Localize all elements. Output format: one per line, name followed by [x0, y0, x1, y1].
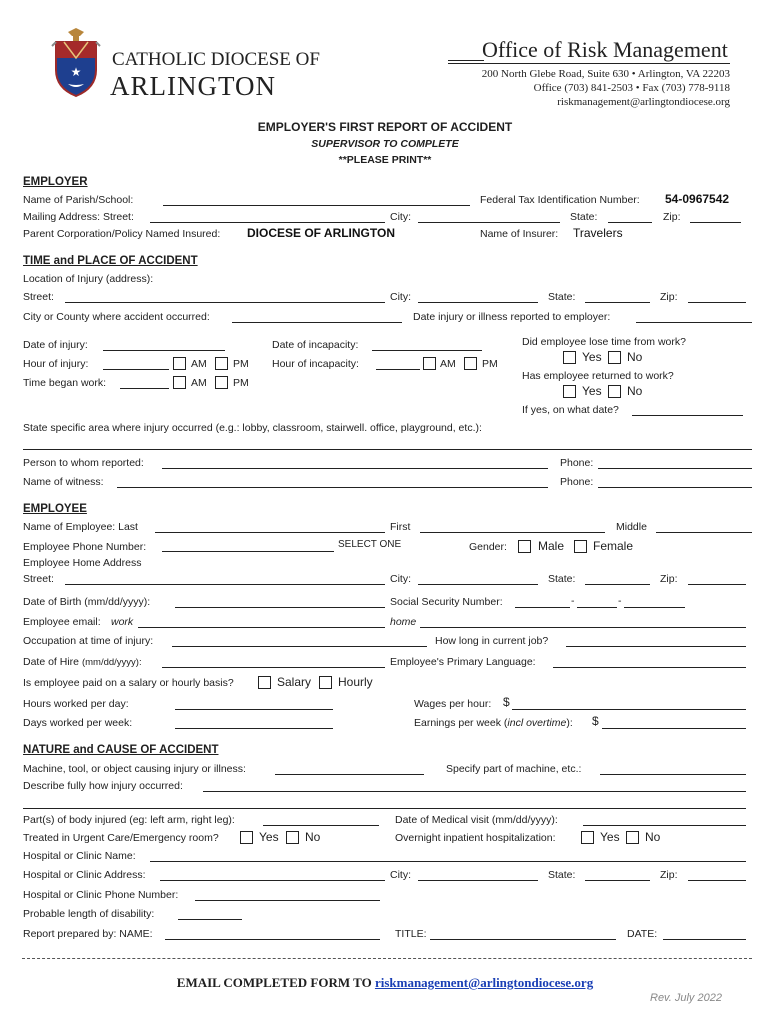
gender-female-checkbox[interactable] [574, 540, 587, 553]
time-began-am-label: AM [191, 377, 207, 389]
hospital-city-field[interactable] [418, 880, 538, 881]
hour-injury-am-label: AM [191, 358, 207, 370]
specify-label: Specify part of machine, etc.: [446, 763, 582, 775]
ssn-dash-2: - [618, 595, 622, 607]
date-incapacity-field[interactable] [372, 350, 482, 351]
mailing-zip-label: Zip: [663, 211, 681, 223]
lose-time-label: Did employee lose time from work? [522, 336, 686, 348]
returned-yes-checkbox[interactable] [563, 385, 576, 398]
prepared-title-field[interactable] [430, 939, 616, 940]
hire-date-format: (mm/dd/yyyy): [81, 657, 142, 668]
urgent-care-no-checkbox[interactable] [286, 831, 299, 844]
reported-to-phone-label: Phone: [560, 457, 594, 469]
hours-per-day-field[interactable] [175, 709, 333, 710]
employee-last-field[interactable] [155, 532, 385, 533]
time-began-field[interactable] [120, 388, 169, 389]
date-injury-label: Date of injury: [23, 339, 88, 351]
disability-field[interactable] [178, 919, 242, 920]
tax-id-value: 54-0967542 [665, 192, 730, 206]
returned-no-label: No [627, 384, 643, 398]
email-home-label: home [390, 616, 417, 628]
lose-time-yes-label: Yes [582, 350, 602, 364]
area-label: State specific area where injury occurred (e.g.: lobby, classroom, stairwell. office, playground, etc.): [23, 422, 482, 434]
email-label: Employee email: [23, 616, 101, 628]
prepared-by-label: Report prepared by: NAME: [23, 928, 153, 940]
salary-label: Salary [277, 675, 312, 689]
lose-time-no-label: No [627, 350, 643, 364]
home-street-field[interactable] [65, 584, 385, 585]
urgent-care-yes-label: Yes [259, 830, 279, 844]
hospital-address-field[interactable] [160, 880, 385, 881]
hour-incapacity-label: Hour of incapacity: [272, 358, 359, 370]
date-incapacity-label: Date of incapacity: [272, 339, 359, 351]
office-title: Office of Risk Management [482, 37, 728, 62]
gender-male-label: Male [538, 539, 565, 553]
hospital-state-label: State: [548, 869, 576, 881]
employee-first-label: First [390, 521, 411, 533]
earnings-dollar: $ [592, 714, 599, 728]
lose-time-no-checkbox[interactable] [608, 351, 621, 364]
gender-label: Gender: [469, 541, 507, 553]
earnings-label-end: ): [566, 717, 573, 729]
injury-state-label: State: [548, 291, 576, 303]
county-label: City or County where accident occurred: [23, 311, 210, 323]
parent-corp-value: DIOCESE OF ARLINGTON [247, 226, 396, 240]
wages-field[interactable] [512, 709, 746, 710]
time-place-heading: TIME and PLACE OF ACCIDENT [23, 255, 198, 267]
time-began-am-checkbox[interactable] [173, 376, 186, 389]
mailing-city-field[interactable] [418, 222, 560, 223]
hospital-phone-label: Hospital or Clinic Phone Number: [23, 889, 179, 901]
prepared-title-label: TITLE: [395, 928, 427, 940]
hour-injury-label: Hour of injury: [23, 358, 89, 370]
footer-email-line [0, 975, 770, 990]
footer-email-link[interactable]: riskmanagement@arlingtondiocese.org [374, 975, 594, 990]
select-one-dropdown[interactable]: SELECT ONE [338, 539, 402, 550]
home-address-label: Employee Home Address [23, 557, 142, 569]
home-city-label: City: [390, 573, 411, 585]
describe-field-2[interactable] [23, 808, 746, 809]
injury-street-label: Street: [23, 291, 54, 303]
hourly-label: Hourly [338, 675, 373, 689]
hospital-phone-field[interactable] [195, 900, 380, 901]
injury-city-field[interactable] [418, 302, 538, 303]
office-title-rule [448, 60, 484, 61]
mailing-city-label: City: [390, 211, 411, 223]
diocese-seal-logo [50, 28, 102, 98]
time-began-pm-label: PM [233, 377, 249, 389]
what-date-field[interactable] [632, 415, 743, 416]
email-work-label: work [111, 616, 134, 628]
time-began-label: Time began work: [23, 377, 107, 389]
footer-email-prefix: EMAIL COMPLETED FORM TO [176, 975, 372, 990]
mailing-state-field[interactable] [608, 222, 652, 223]
office-address: 200 North Glebe Road, Suite 630 • Arlington, VA 22203 [481, 68, 730, 80]
parish-name-label: Name of Parish/School: [23, 194, 134, 206]
email-home-field[interactable] [420, 627, 746, 628]
home-city-field[interactable] [418, 584, 538, 585]
earnings-field[interactable] [602, 728, 746, 729]
hour-injury-field[interactable] [103, 369, 169, 370]
hour-incapacity-pm-label: PM [482, 358, 498, 370]
office-phones: Office (703) 841-2503 • Fax (703) 778-9118 [533, 82, 730, 94]
hospital-address-label: Hospital or Clinic Address: [23, 869, 146, 881]
email-work-field[interactable] [138, 627, 385, 628]
org-name-line1: CATHOLIC DIOCESE OF [112, 49, 320, 70]
dob-field[interactable] [175, 607, 385, 608]
language-field[interactable] [553, 667, 746, 668]
hire-date-label-text: Date of Hire [23, 656, 80, 668]
hospital-name-field[interactable] [150, 861, 746, 862]
injury-city-label: City: [390, 291, 411, 303]
parish-name-field[interactable] [163, 205, 470, 206]
what-date-label: If yes, on what date? [522, 404, 619, 416]
how-long-field[interactable] [566, 646, 746, 647]
parent-corp-label: Parent Corporation/Policy Named Insured: [23, 228, 221, 240]
overnight-yes-label: Yes [600, 830, 620, 844]
revision-date: Rev. July 2022 [650, 992, 722, 1004]
days-per-week-label: Days worked per week: [23, 717, 133, 729]
hour-incapacity-am-label: AM [440, 358, 456, 370]
specify-field[interactable] [600, 774, 746, 775]
gender-female-label: Female [593, 539, 634, 553]
hire-date-field[interactable] [162, 667, 385, 668]
hours-per-day-label: Hours worked per day: [23, 698, 129, 710]
prepared-date-label: DATE: [627, 928, 658, 940]
reported-to-field[interactable] [162, 468, 548, 469]
dob-label: Date of Birth (mm/dd/yyyy): [23, 596, 151, 608]
overnight-yes-checkbox[interactable] [581, 831, 594, 844]
mailing-zip-field[interactable] [690, 222, 741, 223]
earnings-label [414, 717, 573, 730]
employee-middle-field[interactable] [656, 532, 752, 533]
print-note: **PLEASE PRINT** [338, 154, 432, 166]
hour-incapacity-am-checkbox[interactable] [423, 357, 436, 370]
employee-last-label: Name of Employee: Last [23, 521, 138, 533]
medical-visit-label: Date of Medical visit (mm/dd/yyyy): [395, 814, 558, 826]
employee-first-field[interactable] [420, 532, 605, 533]
area-field[interactable] [23, 449, 752, 450]
location-label: Location of Injury (address): [23, 273, 154, 285]
witness-phone-field[interactable] [598, 487, 752, 488]
medical-visit-field[interactable] [583, 825, 746, 826]
mailing-street-label: Mailing Address: Street: [23, 211, 134, 223]
urgent-care-label: Treated in Urgent Care/Emergency room? [23, 832, 219, 844]
urgent-care-no-label: No [305, 830, 321, 844]
ssn-label: Social Security Number: [390, 596, 503, 608]
wages-dollar: $ [503, 695, 510, 709]
ssn-field-3[interactable] [624, 607, 685, 608]
form-subtitle: SUPERVISOR TO COMPLETE [311, 138, 459, 150]
home-zip-field[interactable] [688, 584, 746, 585]
language-label: Employee's Primary Language: [390, 656, 536, 668]
describe-label: Describe fully how injury occurred: [23, 780, 183, 792]
home-street-label: Street: [23, 573, 54, 585]
mailing-state-label: State: [570, 211, 598, 223]
hourly-checkbox[interactable] [319, 676, 332, 689]
reported-to-label: Person to whom reported: [23, 457, 144, 469]
date-injury-field[interactable] [103, 350, 225, 351]
prepared-by-field[interactable] [165, 939, 380, 940]
form-title: EMPLOYER'S FIRST REPORT OF ACCIDENT [257, 120, 513, 134]
hospital-zip-label: Zip: [660, 869, 678, 881]
wages-label: Wages per hour: [414, 698, 492, 710]
county-field[interactable] [232, 322, 402, 323]
returned-yes-label: Yes [582, 384, 602, 398]
prepared-date-field[interactable] [663, 939, 746, 940]
machine-field[interactable] [275, 774, 424, 775]
ssn-field-1[interactable] [515, 607, 570, 608]
home-state-field[interactable] [585, 584, 650, 585]
reported-to-phone-field[interactable] [598, 468, 752, 469]
employee-phone-label: Employee Phone Number: [23, 541, 147, 553]
returned-no-checkbox[interactable] [608, 385, 621, 398]
witness-label: Name of witness: [23, 476, 104, 488]
hour-injury-pm-checkbox[interactable] [215, 357, 228, 370]
injury-street-field[interactable] [65, 302, 385, 303]
footer-dashed-divider [22, 958, 752, 959]
ssn-field-2[interactable] [577, 607, 617, 608]
time-began-pm-checkbox[interactable] [215, 376, 228, 389]
hospital-zip-field[interactable] [688, 880, 746, 881]
svg-text:★: ★ [70, 65, 82, 79]
employee-middle-label: Middle [616, 521, 647, 533]
mailing-street-field[interactable] [150, 222, 385, 223]
earnings-incl-overtime: incl overtime [507, 717, 567, 729]
paid-basis-label: Is employee paid on a salary or hourly basis? [23, 677, 234, 689]
how-long-label: How long in current job? [435, 635, 549, 647]
employee-heading: EMPLOYEE [23, 503, 87, 515]
hospital-city-label: City: [390, 869, 411, 881]
overnight-no-label: No [645, 830, 661, 844]
witness-field[interactable] [117, 487, 548, 488]
insurer-value: Travelers [573, 226, 623, 240]
hour-incapacity-pm-checkbox[interactable] [464, 357, 477, 370]
describe-field-1[interactable] [203, 791, 746, 792]
overnight-no-checkbox[interactable] [626, 831, 639, 844]
returned-label: Has employee returned to work? [522, 370, 674, 382]
salary-checkbox[interactable] [258, 676, 271, 689]
hour-injury-am-checkbox[interactable] [173, 357, 186, 370]
ssn-dash-1: - [571, 595, 575, 607]
office-email: riskmanagement@arlingtondiocese.org [557, 96, 730, 108]
employer-heading: EMPLOYER [23, 176, 88, 188]
home-state-label: State: [548, 573, 576, 585]
overnight-label: Overnight inpatient hospitalization: [395, 832, 556, 844]
body-part-field[interactable] [263, 825, 379, 826]
injury-zip-field[interactable] [688, 302, 746, 303]
earnings-label-start: Earnings per week ( [414, 717, 508, 729]
lose-time-yes-checkbox[interactable] [563, 351, 576, 364]
witness-phone-label: Phone: [560, 476, 594, 488]
date-reported-field[interactable] [636, 322, 752, 323]
body-part-label: Part(s) of body injured (eg: left arm, right leg): [23, 814, 235, 826]
hour-incapacity-field[interactable] [376, 369, 420, 370]
hospital-state-field[interactable] [585, 880, 650, 881]
occupation-field[interactable] [172, 646, 427, 647]
days-per-week-field[interactable] [175, 728, 333, 729]
tax-id-label: Federal Tax Identification Number: [480, 194, 640, 206]
injury-state-field[interactable] [585, 302, 650, 303]
hospital-name-label: Hospital or Clinic Name: [23, 850, 136, 862]
home-zip-label: Zip: [660, 573, 678, 585]
injury-zip-label: Zip: [660, 291, 678, 303]
hour-injury-pm-label: PM [233, 358, 249, 370]
org-name-line2: ARLINGTON [110, 71, 276, 101]
disability-label: Probable length of disability: [23, 908, 155, 920]
date-reported-label: Date injury or illness reported to employer: [413, 311, 611, 323]
nature-heading: NATURE and CAUSE OF ACCIDENT [23, 744, 219, 756]
office-title-underline [448, 63, 730, 64]
occupation-label: Occupation at time of injury: [23, 635, 154, 647]
machine-label: Machine, tool, or object causing injury or illness: [23, 763, 246, 775]
insurer-label: Name of Insurer: [480, 228, 559, 240]
hire-date-label [23, 656, 142, 669]
gender-male-checkbox[interactable] [518, 540, 531, 553]
urgent-care-yes-checkbox[interactable] [240, 831, 253, 844]
employee-phone-field[interactable] [162, 551, 334, 552]
